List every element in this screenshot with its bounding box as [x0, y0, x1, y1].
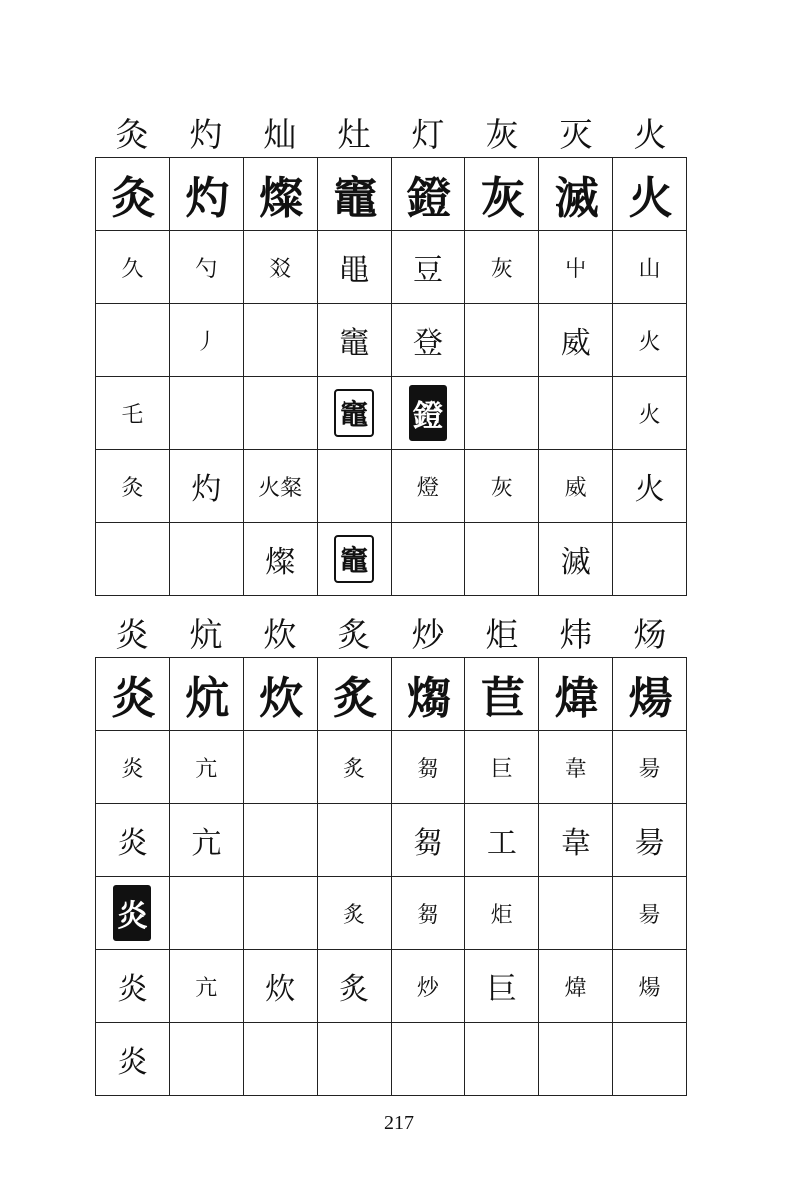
- glyph-cell: [391, 731, 465, 804]
- glyph-cell: [96, 804, 170, 877]
- ancient-script-glyph: 巨: [486, 972, 517, 1007]
- ancient-script-glyph: 煒: [554, 673, 597, 724]
- glyph-cell: [169, 1023, 243, 1096]
- ancient-script-glyph: 豆: [412, 253, 443, 288]
- glyph-cell: [96, 304, 170, 377]
- character-block-1: [95, 112, 687, 596]
- glyph-cell: [317, 158, 391, 231]
- header-row-1: [95, 112, 687, 157]
- glyph-table-2: [95, 657, 687, 1096]
- glyph-cell: [465, 804, 539, 877]
- glyph-cell: [243, 377, 317, 450]
- glyph-row: [96, 731, 687, 804]
- glyph-row: [96, 950, 687, 1023]
- header-character: 灯: [411, 115, 445, 154]
- character-block-2: [95, 612, 687, 1096]
- ancient-script-glyph: 黽: [339, 253, 370, 288]
- ancient-script-glyph: 亢: [195, 975, 218, 1001]
- glyph-cell: [465, 231, 539, 304]
- ancient-script-glyph: 灰: [490, 256, 513, 282]
- ancient-script-glyph: 勺: [195, 256, 218, 282]
- ancient-script-glyph: 炕: [185, 673, 228, 724]
- glyph-cell: [243, 658, 317, 731]
- ancient-script-glyph: 芻: [416, 756, 439, 782]
- glyph-cell: [169, 231, 243, 304]
- header-character: 灰: [485, 115, 519, 154]
- glyph-cell: [391, 523, 465, 596]
- header-character: 炕: [189, 615, 223, 654]
- glyph-row: [96, 877, 687, 950]
- glyph-cell: [391, 950, 465, 1023]
- glyph-cell: [539, 877, 613, 950]
- ancient-script-glyph: 炊: [259, 673, 302, 724]
- ancient-script-glyph: 滅: [560, 545, 591, 580]
- ancient-script-glyph: 芻: [416, 902, 439, 928]
- glyph-cell: [96, 731, 170, 804]
- glyph-cell: [391, 377, 465, 450]
- glyph-cell: [539, 804, 613, 877]
- header-character: 灼: [189, 115, 223, 154]
- glyph-cell: [169, 804, 243, 877]
- glyph-cell: [613, 158, 687, 231]
- header-character: 炊: [263, 615, 297, 654]
- glyph-row: [96, 804, 687, 877]
- glyph-cell: [539, 377, 613, 450]
- glyph-cell: [613, 523, 687, 596]
- glyph-cell: [391, 658, 465, 731]
- ancient-script-glyph: 火: [634, 472, 665, 507]
- glyph-cell: [317, 231, 391, 304]
- ancient-script-glyph: 灼: [185, 173, 228, 224]
- glyph-cell: [317, 304, 391, 377]
- glyph-cell: [96, 877, 170, 950]
- ancient-script-glyph: 燦: [259, 173, 302, 224]
- glyph-cell: [169, 304, 243, 377]
- header-character: 灿: [263, 115, 297, 154]
- glyph-cell: [539, 304, 613, 377]
- glyph-row: [96, 523, 687, 596]
- glyph-cell: [391, 804, 465, 877]
- glyph-cell: [465, 877, 539, 950]
- header-character: 炜: [559, 615, 593, 654]
- ancient-script-glyph: 炎: [117, 1045, 148, 1080]
- glyph-cell: [465, 523, 539, 596]
- ancient-script-glyph: 煬: [628, 673, 671, 724]
- ancient-script-glyph: 燦: [265, 545, 296, 580]
- glyph-cell: [317, 377, 391, 450]
- glyph-cell: [465, 950, 539, 1023]
- ancient-script-glyph: 竈: [339, 326, 370, 361]
- glyph-row: [96, 658, 687, 731]
- ancient-script-glyph: 威: [564, 475, 587, 501]
- glyph-cell: [391, 231, 465, 304]
- glyph-cell: [317, 523, 391, 596]
- glyph-table-1: [95, 157, 687, 596]
- header-character: 炒: [411, 615, 445, 654]
- glyph-row: [96, 231, 687, 304]
- glyph-cell: [539, 658, 613, 731]
- ancient-script-glyph: 竈: [333, 173, 376, 224]
- glyph-cell: [243, 450, 317, 523]
- ancient-script-glyph: 炎: [117, 826, 148, 861]
- ancient-script-glyph: 灰: [480, 173, 523, 224]
- ancient-script-glyph: 火: [638, 402, 661, 428]
- glyph-cell: [96, 377, 170, 450]
- ancient-script-glyph: 亢: [195, 756, 218, 782]
- ancient-script-glyph: 巨: [490, 756, 513, 782]
- ancient-script-glyph: 炎: [117, 972, 148, 1007]
- glyph-cell: [96, 450, 170, 523]
- ancient-script-glyph: 煬: [638, 975, 661, 1001]
- header-character: 炙: [337, 615, 371, 654]
- glyph-cell: [391, 1023, 465, 1096]
- ancient-script-glyph: 炙: [339, 972, 370, 1007]
- glyph-cell: [465, 450, 539, 523]
- header-character: 火: [633, 115, 667, 154]
- glyph-cell: [465, 658, 539, 731]
- glyph-cell: [169, 523, 243, 596]
- glyph-cell: [243, 1023, 317, 1096]
- glyph-cell: [96, 1023, 170, 1096]
- ancient-script-glyph: 火粲: [258, 475, 303, 501]
- ancient-script-glyph: 灸: [121, 475, 144, 501]
- ancient-script-glyph: 煒: [564, 975, 587, 1001]
- glyph-cell: [169, 658, 243, 731]
- glyph-cell: [243, 877, 317, 950]
- glyph-cell: [243, 158, 317, 231]
- glyph-cell: [539, 523, 613, 596]
- glyph-cell: [613, 804, 687, 877]
- ancient-script-glyph: 炊: [265, 972, 296, 1007]
- glyph-cell: [169, 950, 243, 1023]
- glyph-cell: [465, 731, 539, 804]
- glyph-cell: [243, 523, 317, 596]
- glyph-cell: [317, 450, 391, 523]
- ancient-script-glyph: 昜: [634, 826, 665, 861]
- glyph-cell: [317, 950, 391, 1023]
- glyph-cell: [96, 523, 170, 596]
- glyph-cell: [169, 731, 243, 804]
- glyph-cell: [243, 804, 317, 877]
- ancient-script-glyph: 山: [638, 256, 661, 282]
- ancient-script-glyph: 鐙: [406, 173, 449, 224]
- glyph-cell: [243, 231, 317, 304]
- glyph-cell: [465, 1023, 539, 1096]
- glyph-row: [96, 377, 687, 450]
- glyph-cell: [465, 377, 539, 450]
- ancient-script-glyph: 芻: [412, 826, 443, 861]
- glyph-cell: [169, 450, 243, 523]
- glyph-cell: [96, 950, 170, 1023]
- ancient-script-glyph: 㸚: [269, 256, 292, 282]
- ancient-script-glyph: 威: [560, 326, 591, 361]
- header-character: 炀: [633, 615, 667, 654]
- glyph-cell: [539, 1023, 613, 1096]
- ancient-script-glyph: 鐙: [409, 385, 447, 441]
- ancient-script-glyph: 炒: [416, 975, 439, 1001]
- ancient-script-glyph: 韋: [564, 756, 587, 782]
- ancient-script-glyph: 昜: [638, 902, 661, 928]
- ancient-script-glyph: 炬: [490, 902, 513, 928]
- glyph-cell: [539, 950, 613, 1023]
- ancient-script-glyph: 苣: [480, 673, 523, 724]
- ancient-script-glyph: 工: [486, 826, 517, 861]
- glyph-cell: [96, 231, 170, 304]
- ancient-script-glyph: 竈: [334, 389, 374, 437]
- ancient-script-glyph: 炙: [333, 673, 376, 724]
- glyph-cell: [613, 731, 687, 804]
- page-number: 217: [384, 1112, 414, 1134]
- glyph-cell: [96, 158, 170, 231]
- glyph-cell: [613, 231, 687, 304]
- ancient-script-glyph: 燈: [416, 475, 439, 501]
- glyph-cell: [613, 950, 687, 1023]
- ancient-script-glyph: 昜: [638, 756, 661, 782]
- glyph-row: [96, 158, 687, 231]
- ancient-script-glyph: 炎: [113, 885, 151, 941]
- glyph-cell: [613, 877, 687, 950]
- header-row-2: [95, 612, 687, 657]
- glyph-cell: [243, 304, 317, 377]
- glyph-cell: [613, 1023, 687, 1096]
- glyph-cell: [539, 450, 613, 523]
- glyph-cell: [169, 877, 243, 950]
- ancient-script-glyph: 久: [121, 256, 144, 282]
- ancient-script-glyph: 炎: [121, 756, 144, 782]
- ancient-script-glyph: 炎: [111, 673, 154, 724]
- glyph-cell: [243, 950, 317, 1023]
- glyph-cell: [391, 158, 465, 231]
- glyph-cell: [169, 377, 243, 450]
- ancient-script-glyph: 登: [412, 326, 443, 361]
- glyph-row: [96, 1023, 687, 1096]
- glyph-cell: [465, 304, 539, 377]
- glyph-cell: [391, 877, 465, 950]
- glyph-cell: [613, 450, 687, 523]
- ancient-script-glyph: 炙: [343, 756, 366, 782]
- ancient-script-glyph: 煼: [406, 673, 449, 724]
- glyph-cell: [613, 377, 687, 450]
- header-character: 炎: [115, 615, 149, 654]
- glyph-cell: [613, 658, 687, 731]
- glyph-cell: [613, 304, 687, 377]
- ancient-script-glyph: 火: [628, 173, 671, 224]
- ancient-script-glyph: 火: [638, 329, 661, 355]
- ancient-script-glyph: 滅: [554, 173, 597, 224]
- glyph-row: [96, 450, 687, 523]
- header-character: 灭: [559, 115, 593, 154]
- header-character: 炬: [485, 615, 519, 654]
- glyph-cell: [317, 804, 391, 877]
- glyph-cell: [317, 877, 391, 950]
- glyph-cell: [539, 158, 613, 231]
- ancient-script-glyph: 屮: [564, 256, 587, 282]
- ancient-script-glyph: 乇: [121, 402, 144, 428]
- ancient-script-glyph: 韋: [560, 826, 591, 861]
- header-character: 灸: [115, 115, 149, 154]
- header-character: 灶: [337, 115, 371, 154]
- glyph-row: [96, 304, 687, 377]
- glyph-cell: [317, 1023, 391, 1096]
- glyph-cell: [391, 304, 465, 377]
- glyph-cell: [169, 158, 243, 231]
- ancient-script-glyph: 炙: [343, 902, 366, 928]
- glyph-cell: [391, 450, 465, 523]
- glyph-cell: [317, 731, 391, 804]
- ancient-script-glyph: 竈: [334, 535, 374, 583]
- ancient-script-glyph: 亢: [191, 826, 222, 861]
- glyph-cell: [465, 158, 539, 231]
- glyph-cell: [539, 731, 613, 804]
- ancient-script-glyph: 灰: [490, 475, 513, 501]
- glyph-cell: [317, 658, 391, 731]
- ancient-script-glyph: 丿: [195, 329, 218, 355]
- ancient-script-glyph: 灸: [111, 173, 154, 224]
- glyph-cell: [539, 231, 613, 304]
- ancient-script-glyph: 灼: [191, 472, 222, 507]
- glyph-cell: [96, 658, 170, 731]
- glyph-cell: [243, 731, 317, 804]
